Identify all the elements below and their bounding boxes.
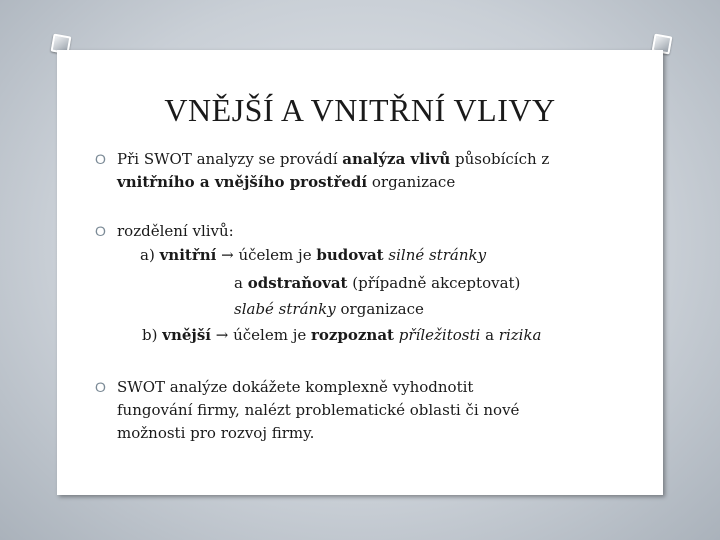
text-run: (případně akceptovat): [347, 274, 521, 292]
text-run: působících z: [450, 150, 550, 168]
bullet-swot-benefit: [95, 376, 637, 445]
text-bold: analýza vlivů: [342, 150, 451, 168]
slide: [57, 50, 663, 495]
text-italic: rizika: [498, 326, 542, 344]
bullet-influence-split: [95, 220, 637, 243]
internal-line-3: [234, 300, 424, 318]
text-bold: vnitřního a vnějšího prostředí: [117, 173, 368, 191]
text-run: a: [234, 274, 248, 292]
text-run: → účelem je: [210, 326, 311, 344]
text-bold: odstraňovat: [247, 274, 348, 292]
text-line: možnosti pro rozvoj firmy.: [117, 424, 315, 442]
text-bold: budovat: [316, 246, 384, 264]
text-run: organizace: [367, 173, 456, 191]
external-line: [142, 326, 542, 344]
text-line: fungování firmy, nalézt problematické oblasti či nové: [117, 401, 520, 419]
text-italic: slabé stránky: [234, 300, 336, 318]
text-run: Při SWOT analyzy se provádí: [117, 150, 343, 168]
text-run: a: [480, 326, 499, 344]
text-run: → účelem je: [216, 246, 317, 264]
bullet-marker-icon: O: [95, 151, 106, 167]
text-line: [117, 171, 637, 194]
text-bold: vnitřní: [159, 246, 217, 264]
text-line: SWOT analýze dokážete komplexně vyhodnotit: [117, 378, 474, 396]
text-bold: vnější: [162, 326, 211, 344]
internal-line: [140, 246, 486, 264]
text-run: organizace: [335, 300, 424, 318]
text-italic: silné stránky: [388, 246, 487, 264]
bullet-swot-intro: [95, 148, 637, 194]
text-line: [117, 148, 637, 171]
bullet-marker-icon: O: [95, 379, 106, 395]
text-line: rozdělení vlivů:: [117, 222, 234, 240]
bullet-marker-icon: O: [95, 223, 106, 239]
text-italic: příležitosti: [398, 326, 481, 344]
internal-line-2: [234, 274, 520, 292]
text-run: a): [140, 246, 160, 264]
text-run: b): [142, 326, 163, 344]
page-title: VNĚJŠÍ A VNITŘNÍ VLIVY: [164, 92, 556, 128]
text-bold: rozpoznat: [311, 326, 394, 344]
